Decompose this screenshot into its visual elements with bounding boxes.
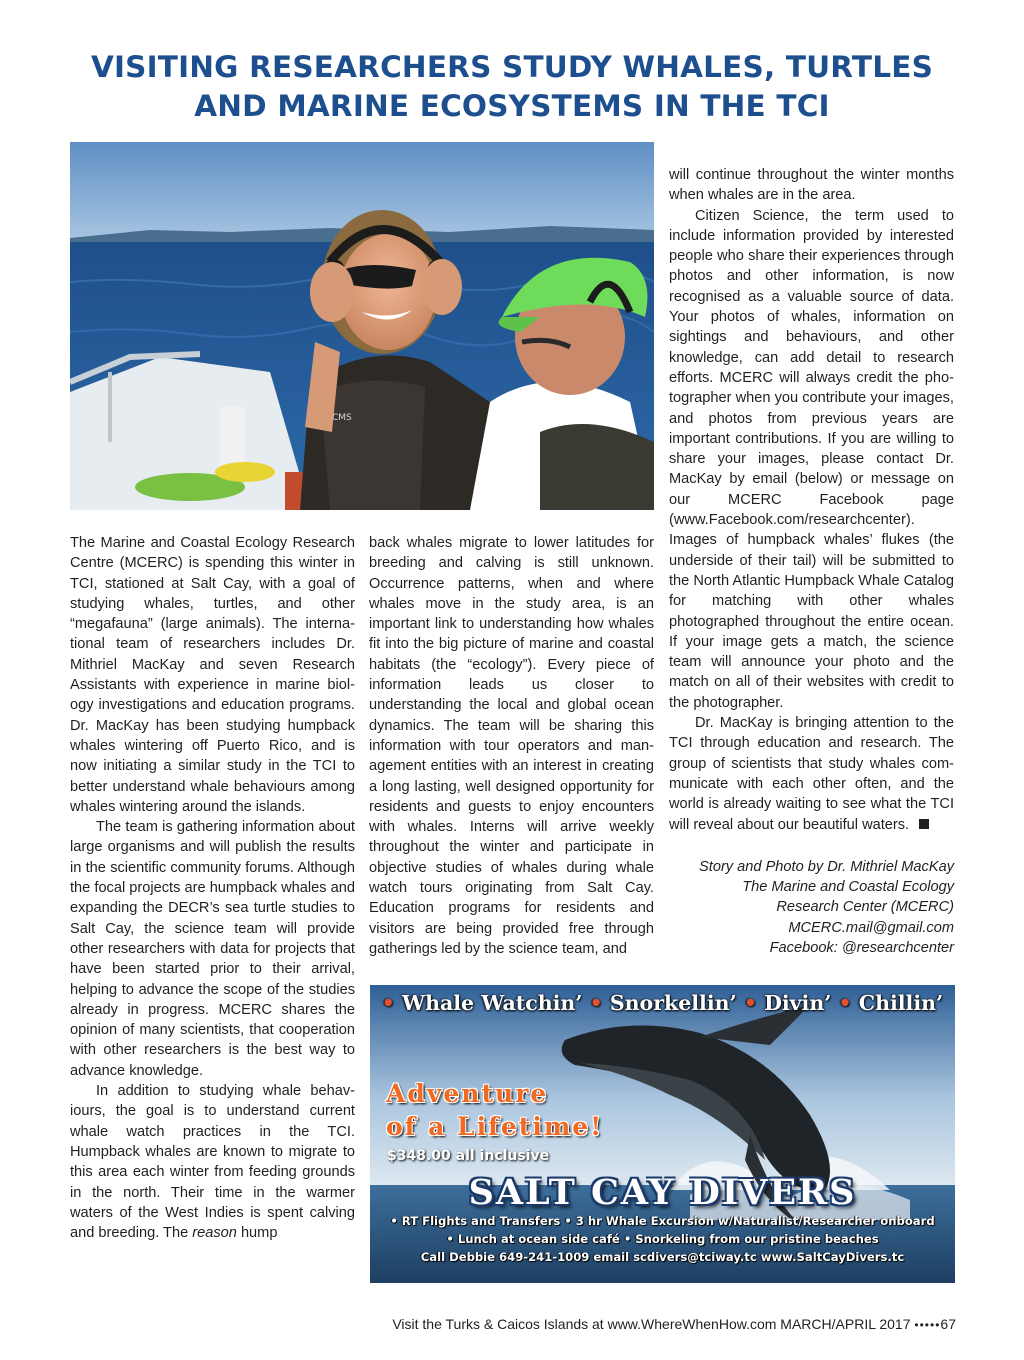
column-3-paragraph-1: will continue throughout the winter months when whales are in the area. bbox=[669, 167, 954, 204]
column-3-paragraph-2: Citizen Science, the term used to include information provided by interested people who share their experiences through photos and other information, is now recognised as a valuable source of data. Your photos of whales, information on sightings and behaviours, and other knowledge, can add detail to research efforts. MCERC will always credit the photographer when you contribute your images, and photos from previous years are important contributions. If you are willing to share your images, please contact Dr. MacKay by email (below) or message on our MCERC Facebook page (www.Facebook.com/researchcenter). Images of humpback whales’ flukes (the underside of their tail) will be submitted to the North Atlantic Humpback Whale Catalog for matching with other whales photographed throughout the entire ocean. If your image gets a match, the science team will announce your photo and the match on all of their websites with credit to the photographer. bbox=[669, 207, 954, 711]
page-footer bbox=[392, 1316, 956, 1332]
article-column-3 bbox=[669, 165, 954, 958]
adventure-line-2: of a Lifetime! bbox=[386, 1112, 604, 1141]
footer-dots: ••••• bbox=[914, 1318, 941, 1332]
ad-features-line-2: • Lunch at ocean side café • Snorkeling from our pristine beaches bbox=[446, 1232, 879, 1246]
bullet-icon: • bbox=[381, 991, 395, 1015]
headline-line-1: VISITING RESEARCHERS STUDY WHALES, TURTLES bbox=[90, 50, 934, 84]
activity-chilling: Chillin’ bbox=[858, 991, 944, 1015]
adventure-line-1: Adventure bbox=[386, 1079, 549, 1108]
ad-features-line-1: • RT Flights and Transfers • 3 hr Whale Excursion w/Naturalist/Researcher onboard bbox=[390, 1214, 935, 1228]
column-1-paragraph-3 bbox=[70, 1081, 355, 1243]
bullet-icon: • bbox=[743, 991, 757, 1015]
column-1-paragraph-1: The Marine and Coastal Ecology Research Centre (MCERC) is spending this winter in TCI, stationed at Salt Cay, with a goal of studying whales, turtles, and other “megafauna” (large animals). The international team of researchers includes Dr. Mithriel MacKay and seven Research Assistants with experience in marine biology investigations and education programs. Dr. MacKay has been studying humpback whales wintering off Puerto Rico, and is now initiating a similar study in the TCI to better understand whale behaviours among whales wintering around the islands. bbox=[70, 535, 355, 815]
column-1-paragraph-3-end: hump bbox=[236, 1225, 278, 1242]
credit-line-3: Research Center (MCERC) bbox=[776, 899, 954, 916]
credit-line-2: The Marine and Coastal Ecology bbox=[742, 879, 954, 896]
activity-snorkeling: Snorkellin’ bbox=[609, 991, 737, 1015]
column-3-paragraph-3-text: Dr. MacKay is bringing attention to the TCI through education and research. The group of scientists that study whales communicate with each other often, and the world is already waiting to see what the TCI will reveal about our beautiful waters. bbox=[669, 715, 954, 833]
bullet-icon: • bbox=[589, 991, 603, 1015]
headline-line-2: AND MARINE ECOSYSTEMS IN THE TCI bbox=[194, 89, 830, 123]
column-3-paragraph-3 bbox=[669, 713, 954, 835]
credit-facebook: Facebook: @researchcenter bbox=[769, 939, 954, 956]
credit-line-1: Story and Photo by Dr. Mithriel MacKay bbox=[699, 858, 954, 875]
article-column-1 bbox=[70, 533, 355, 1243]
salt-cay-divers-ad bbox=[370, 985, 955, 1283]
page-number: 67 bbox=[940, 1316, 956, 1332]
activity-whale-watching: Whale Watchin’ bbox=[402, 991, 583, 1015]
ad-brand-name: SALT CAY DIVERS bbox=[468, 1172, 857, 1213]
end-of-article-mark bbox=[919, 819, 929, 829]
column-2-paragraph-1: back whales migrate to lower latitudes for breeding and calving is still unknown. Occurrence patterns, when and where whales move in the study area, is an important link to understanding how whales fit into the big picture of marine and coastal habitats (the “ecology”). Every piece of information leads us closer to understanding the local and global ocean dynamics. The team will be sharing this information with tour operators and management entities with an interest in creating a long lasting, well designed opportunity for residents and guests to enjoy encounters with whales. Interns will arrive weekly throughout the winter and participate in objective studies of whales during whale watch tours originating from Salt Cay. Education programs for residents and visitors are being provided free through gatherings led by the science team, and bbox=[369, 535, 654, 957]
ad-price: $348.00 all inclusive bbox=[387, 1148, 550, 1164]
ad-contact-line: Call Debbie 649-241-1009 email scdivers@tciway.tc www.SaltCayDivers.tc bbox=[420, 1250, 905, 1264]
vest-text: CMS bbox=[332, 413, 352, 423]
article-column-2 bbox=[369, 533, 654, 959]
bullet-icon: • bbox=[838, 991, 852, 1015]
photo-credit bbox=[669, 857, 954, 958]
activity-diving: Divin’ bbox=[764, 991, 832, 1015]
column-1-paragraph-2: The team is gathering information about large organisms and will publish the results in the scientific community forums. Although the focal projects are humpback whales and expanding the DECR’s sea turtle studies to Salt Cay, the science team will provide other researchers with data for projects that have been started prior to their arrival, helping to advance the scope of the studies already in progress. MCERC shares the opinion of many scientists, that cooperation with other researchers is the best way to advance knowledge. bbox=[70, 819, 355, 1079]
credit-email: MCERC.mail@gmail.com bbox=[788, 919, 954, 936]
ad-activities-banner bbox=[370, 991, 955, 1015]
column-1-paragraph-3-start: In addition to studying whale behaviours, the goal is to understand current whale watch practices in the TCI. Humpback whales are known to migrate to this area each winter from feeding grounds in the north. Their time in the warmer waters of the West Indies is spent calving and breeding. The bbox=[70, 1083, 355, 1242]
column-1-italic-word: reason bbox=[192, 1225, 237, 1242]
article-headline bbox=[60, 48, 964, 126]
ad-adventure-tagline bbox=[386, 1077, 603, 1143]
footer-text: Visit the Turks & Caicos Islands at www.WhereWhenHow.com MARCH/APRIL 2017 bbox=[392, 1316, 911, 1332]
researchers-photo bbox=[70, 142, 654, 510]
